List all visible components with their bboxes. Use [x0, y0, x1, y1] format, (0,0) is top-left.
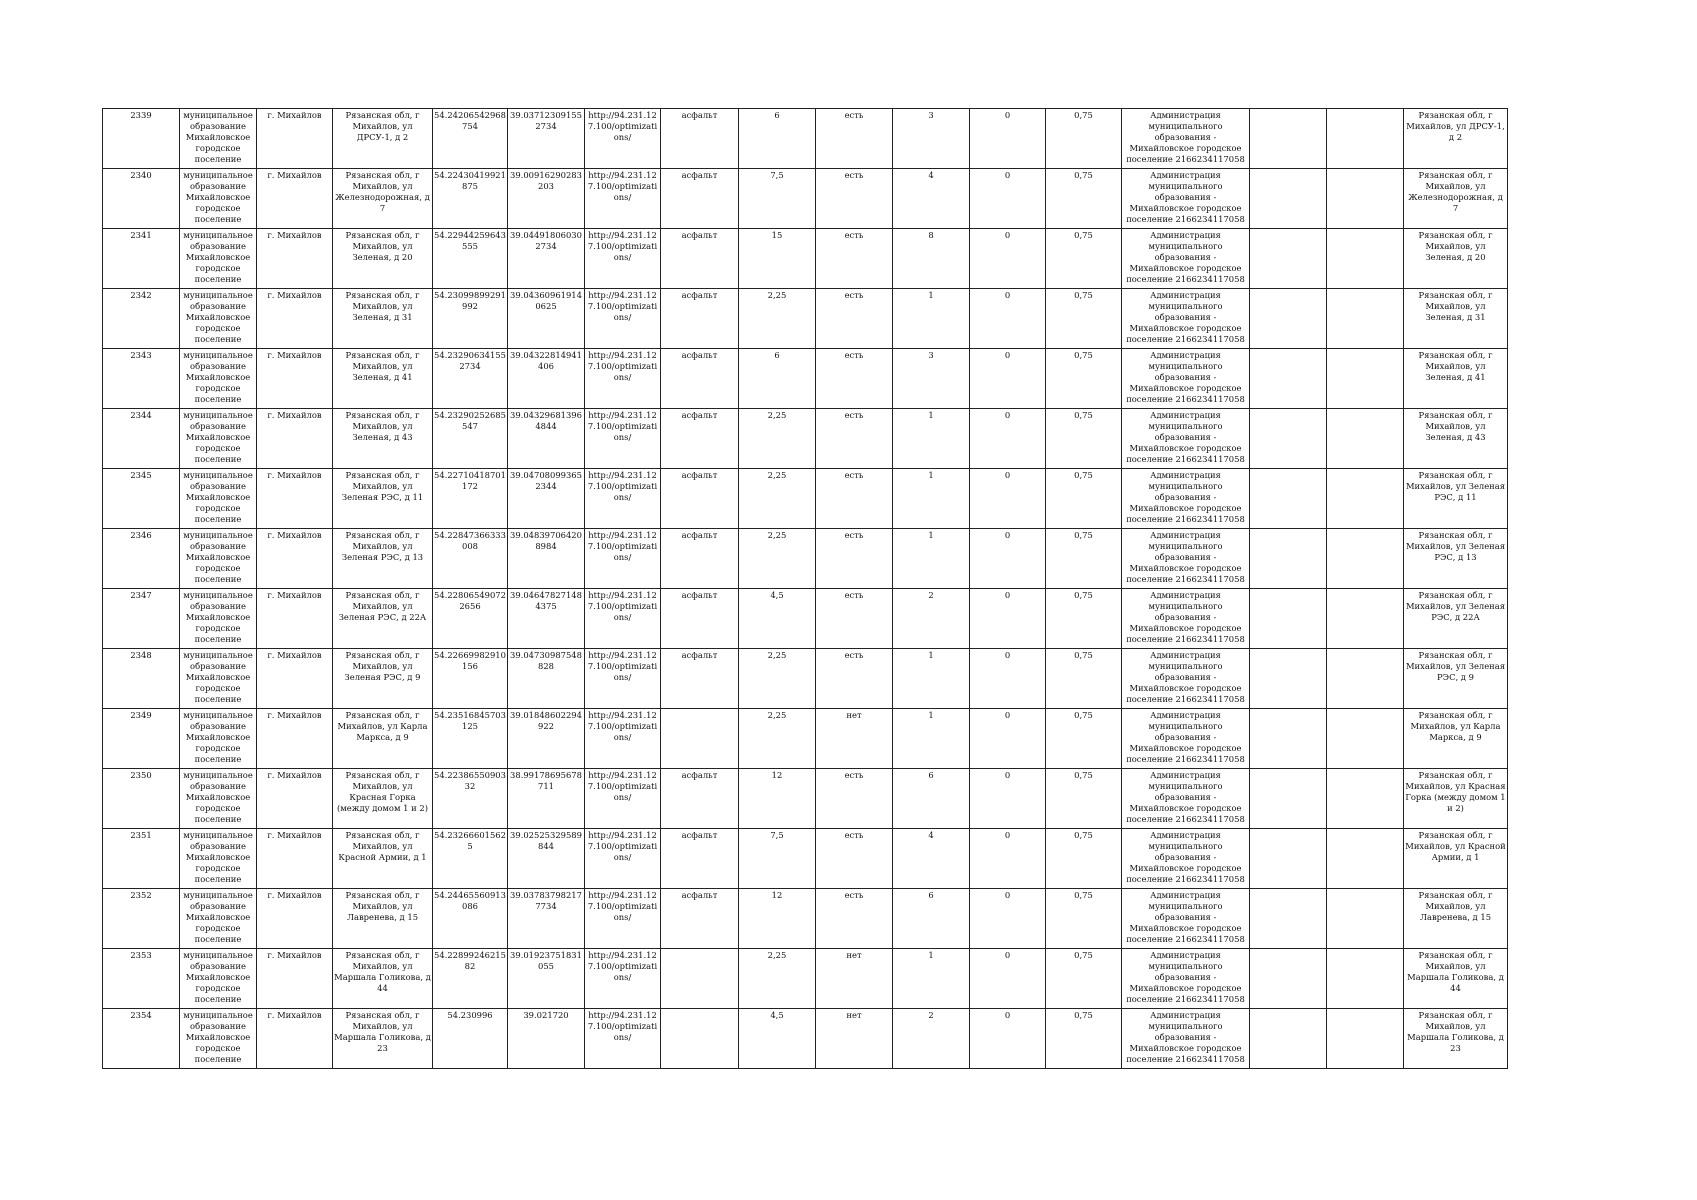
- municipality-cell: муниципальное образование Михайловское городское поселение: [180, 349, 257, 409]
- latitude-cell: 54.2289924621582: [433, 949, 508, 1009]
- containers-count-cell: 6: [893, 769, 970, 829]
- owner-cell: Администрация муниципального образования - Михайловское городское поселение 2166234117058: [1122, 829, 1250, 889]
- empty-cell: [1327, 349, 1404, 409]
- extra-count-cell: 0: [970, 289, 1046, 349]
- latitude-cell: 54.23290252685547: [433, 409, 508, 469]
- empty-cell: [1327, 469, 1404, 529]
- address-cell: Рязанская обл, г Михайлов, ул Лавренева, д 15: [333, 889, 433, 949]
- address-cell: Рязанская обл, г Михайлов, ул Карла Маркса, д 9: [333, 709, 433, 769]
- surface-cell: асфальт: [661, 109, 739, 169]
- address-repeat-cell: Рязанская обл, г Михайлов, ул Маршала Голикова, д 44: [1404, 949, 1508, 1009]
- row-number-cell: 2349: [103, 709, 180, 769]
- settlement-cell: г. Михайлов: [257, 169, 333, 229]
- empty-cell: [1327, 529, 1404, 589]
- row-number-cell: 2345: [103, 469, 180, 529]
- owner-cell: Администрация муниципального образования - Михайловское городское поселение 2166234117058: [1122, 469, 1250, 529]
- address-cell: Рязанская обл, г Михайлов, ул Зеленая, д 41: [333, 349, 433, 409]
- url-cell: http://94.231.127.100/optimizations/: [585, 1009, 661, 1069]
- settlement-cell: г. Михайлов: [257, 349, 333, 409]
- latitude-cell: 54.23099899291992: [433, 289, 508, 349]
- area-cell: 6: [739, 349, 816, 409]
- address-cell: Рязанская обл, г Михайлов, ул Зеленая РЭС, д 9: [333, 649, 433, 709]
- container-volume-cell: 0,75: [1046, 949, 1122, 1009]
- address-cell: Рязанская обл, г Михайлов, ул Зеленая РЭС, д 13: [333, 529, 433, 589]
- registry-table: [102, 108, 1508, 1069]
- empty-cell: [1250, 709, 1327, 769]
- longitude-cell: 38.99178695678711: [508, 769, 585, 829]
- address-repeat-cell: Рязанская обл, г Михайлов, ул Зеленая, д 20: [1404, 229, 1508, 289]
- longitude-cell: 39.048397064208984: [508, 529, 585, 589]
- latitude-cell: 54.2238655090332: [433, 769, 508, 829]
- surface-cell: асфальт: [661, 889, 739, 949]
- table-row: [103, 889, 1508, 949]
- empty-cell: [1250, 469, 1327, 529]
- area-cell: 15: [739, 229, 816, 289]
- extra-count-cell: 0: [970, 469, 1046, 529]
- fence-cell: есть: [816, 889, 893, 949]
- address-repeat-cell: Рязанская обл, г Михайлов, ул Зеленая, д 31: [1404, 289, 1508, 349]
- row-number-cell: 2351: [103, 829, 180, 889]
- municipality-cell: муниципальное образование Михайловское городское поселение: [180, 649, 257, 709]
- municipality-cell: муниципальное образование Михайловское городское поселение: [180, 529, 257, 589]
- owner-cell: Администрация муниципального образования - Михайловское городское поселение 2166234117058: [1122, 109, 1250, 169]
- address-cell: Рязанская обл, г Михайлов, ул Зеленая, д 43: [333, 409, 433, 469]
- municipality-cell: муниципальное образование Михайловское городское поселение: [180, 109, 257, 169]
- containers-count-cell: 1: [893, 529, 970, 589]
- url-cell: http://94.231.127.100/optimizations/: [585, 169, 661, 229]
- longitude-cell: 39.037123091552734: [508, 109, 585, 169]
- settlement-cell: г. Михайлов: [257, 589, 333, 649]
- owner-cell: Администрация муниципального образования - Михайловское городское поселение 2166234117058: [1122, 889, 1250, 949]
- owner-cell: Администрация муниципального образования - Михайловское городское поселение 2166234117058: [1122, 649, 1250, 709]
- extra-count-cell: 0: [970, 829, 1046, 889]
- table-row: [103, 229, 1508, 289]
- municipality-cell: муниципальное образование Михайловское городское поселение: [180, 589, 257, 649]
- row-number-cell: 2354: [103, 1009, 180, 1069]
- area-cell: 12: [739, 769, 816, 829]
- empty-cell: [1250, 829, 1327, 889]
- area-cell: 7,5: [739, 829, 816, 889]
- extra-count-cell: 0: [970, 949, 1046, 1009]
- registry-table-body: [103, 109, 1508, 1069]
- address-cell: Рязанская обл, г Михайлов, ул Зеленая РЭС, д 11: [333, 469, 433, 529]
- latitude-cell: 54.22847366333008: [433, 529, 508, 589]
- municipality-cell: муниципальное образование Михайловское городское поселение: [180, 469, 257, 529]
- url-cell: http://94.231.127.100/optimizations/: [585, 529, 661, 589]
- settlement-cell: г. Михайлов: [257, 109, 333, 169]
- empty-cell: [1327, 649, 1404, 709]
- containers-count-cell: 1: [893, 949, 970, 1009]
- containers-count-cell: 4: [893, 829, 970, 889]
- address-repeat-cell: Рязанская обл, г Михайлов, ул Зеленая РЭС, д 22А: [1404, 589, 1508, 649]
- container-volume-cell: 0,75: [1046, 289, 1122, 349]
- settlement-cell: г. Михайлов: [257, 289, 333, 349]
- address-repeat-cell: Рязанская обл, г Михайлов, ул Зеленая РЭС, д 13: [1404, 529, 1508, 589]
- row-number-cell: 2340: [103, 169, 180, 229]
- address-repeat-cell: Рязанская обл, г Михайлов, ул Зеленая РЭС, д 11: [1404, 469, 1508, 529]
- address-repeat-cell: Рязанская обл, г Михайлов, ул Карла Маркса, д 9: [1404, 709, 1508, 769]
- row-number-cell: 2343: [103, 349, 180, 409]
- owner-cell: Администрация муниципального образования - Михайловское городское поселение 2166234117058: [1122, 1009, 1250, 1069]
- fence-cell: есть: [816, 649, 893, 709]
- containers-count-cell: 1: [893, 469, 970, 529]
- latitude-cell: 54.230996: [433, 1009, 508, 1069]
- fence-cell: есть: [816, 409, 893, 469]
- address-repeat-cell: Рязанская обл, г Михайлов, ул Железнодорожная, д 7: [1404, 169, 1508, 229]
- row-number-cell: 2350: [103, 769, 180, 829]
- extra-count-cell: 0: [970, 649, 1046, 709]
- url-cell: http://94.231.127.100/optimizations/: [585, 109, 661, 169]
- longitude-cell: 39.043609619140625: [508, 289, 585, 349]
- address-repeat-cell: Рязанская обл, г Михайлов, ул Маршала Голикова, д 23: [1404, 1009, 1508, 1069]
- longitude-cell: 39.021720: [508, 1009, 585, 1069]
- containers-count-cell: 1: [893, 709, 970, 769]
- table-row: [103, 169, 1508, 229]
- latitude-cell: 54.22430419921875: [433, 169, 508, 229]
- latitude-cell: 54.24465560913086: [433, 889, 508, 949]
- row-number-cell: 2339: [103, 109, 180, 169]
- url-cell: http://94.231.127.100/optimizations/: [585, 769, 661, 829]
- table-row: [103, 529, 1508, 589]
- container-volume-cell: 0,75: [1046, 649, 1122, 709]
- surface-cell: [661, 709, 739, 769]
- address-cell: Рязанская обл, г Михайлов, ул Красная Горка (между домом 1 и 2): [333, 769, 433, 829]
- municipality-cell: муниципальное образование Михайловское городское поселение: [180, 769, 257, 829]
- address-repeat-cell: Рязанская обл, г Михайлов, ул Зеленая, д 41: [1404, 349, 1508, 409]
- extra-count-cell: 0: [970, 889, 1046, 949]
- surface-cell: [661, 949, 739, 1009]
- area-cell: 2,25: [739, 529, 816, 589]
- settlement-cell: г. Михайлов: [257, 1009, 333, 1069]
- settlement-cell: г. Михайлов: [257, 829, 333, 889]
- url-cell: http://94.231.127.100/optimizations/: [585, 949, 661, 1009]
- owner-cell: Администрация муниципального образования - Михайловское городское поселение 2166234117058: [1122, 229, 1250, 289]
- area-cell: 6: [739, 109, 816, 169]
- empty-cell: [1250, 589, 1327, 649]
- latitude-cell: 54.22710418701172: [433, 469, 508, 529]
- area-cell: 2,25: [739, 709, 816, 769]
- table-row: [103, 709, 1508, 769]
- url-cell: http://94.231.127.100/optimizations/: [585, 709, 661, 769]
- row-number-cell: 2352: [103, 889, 180, 949]
- owner-cell: Администрация муниципального образования - Михайловское городское поселение 2166234117058: [1122, 589, 1250, 649]
- containers-count-cell: 2: [893, 1009, 970, 1069]
- containers-count-cell: 1: [893, 649, 970, 709]
- container-volume-cell: 0,75: [1046, 349, 1122, 409]
- empty-cell: [1250, 169, 1327, 229]
- container-volume-cell: 0,75: [1046, 889, 1122, 949]
- extra-count-cell: 0: [970, 229, 1046, 289]
- area-cell: 2,25: [739, 469, 816, 529]
- container-volume-cell: 0,75: [1046, 529, 1122, 589]
- empty-cell: [1250, 769, 1327, 829]
- address-repeat-cell: Рязанская обл, г Михайлов, ул ДРСУ-1, д 2: [1404, 109, 1508, 169]
- fence-cell: нет: [816, 1009, 893, 1069]
- row-number-cell: 2353: [103, 949, 180, 1009]
- longitude-cell: 39.047080993652344: [508, 469, 585, 529]
- empty-cell: [1250, 289, 1327, 349]
- surface-cell: асфальт: [661, 589, 739, 649]
- settlement-cell: г. Михайлов: [257, 469, 333, 529]
- longitude-cell: 39.037837982177734: [508, 889, 585, 949]
- container-volume-cell: 0,75: [1046, 769, 1122, 829]
- url-cell: http://94.231.127.100/optimizations/: [585, 409, 661, 469]
- owner-cell: Администрация муниципального образования - Михайловское городское поселение 2166234117058: [1122, 169, 1250, 229]
- area-cell: 2,25: [739, 949, 816, 1009]
- empty-cell: [1327, 709, 1404, 769]
- address-repeat-cell: Рязанская обл, г Михайлов, ул Красной Армии, д 1: [1404, 829, 1508, 889]
- latitude-cell: 54.228065490722656: [433, 589, 508, 649]
- address-cell: Рязанская обл, г Михайлов, ул Железнодорожная, д 7: [333, 169, 433, 229]
- owner-cell: Администрация муниципального образования - Михайловское городское поселение 2166234117058: [1122, 709, 1250, 769]
- container-volume-cell: 0,75: [1046, 169, 1122, 229]
- empty-cell: [1250, 529, 1327, 589]
- longitude-cell: 39.04730987548828: [508, 649, 585, 709]
- longitude-cell: 39.01848602294922: [508, 709, 585, 769]
- address-repeat-cell: Рязанская обл, г Михайлов, ул Лавренева, д 15: [1404, 889, 1508, 949]
- table-row: [103, 289, 1508, 349]
- empty-cell: [1327, 289, 1404, 349]
- extra-count-cell: 0: [970, 769, 1046, 829]
- extra-count-cell: 0: [970, 589, 1046, 649]
- containers-count-cell: 2: [893, 589, 970, 649]
- surface-cell: [661, 1009, 739, 1069]
- area-cell: 12: [739, 889, 816, 949]
- empty-cell: [1327, 229, 1404, 289]
- table-row: [103, 109, 1508, 169]
- surface-cell: асфальт: [661, 289, 739, 349]
- owner-cell: Администрация муниципального образования - Михайловское городское поселение 2166234117058: [1122, 949, 1250, 1009]
- empty-cell: [1327, 409, 1404, 469]
- fence-cell: есть: [816, 109, 893, 169]
- area-cell: 2,25: [739, 649, 816, 709]
- container-volume-cell: 0,75: [1046, 229, 1122, 289]
- extra-count-cell: 0: [970, 1009, 1046, 1069]
- address-cell: Рязанская обл, г Михайлов, ул Маршала Голикова, д 44: [333, 949, 433, 1009]
- empty-cell: [1327, 589, 1404, 649]
- containers-count-cell: 4: [893, 169, 970, 229]
- empty-cell: [1250, 409, 1327, 469]
- empty-cell: [1327, 949, 1404, 1009]
- container-volume-cell: 0,75: [1046, 109, 1122, 169]
- extra-count-cell: 0: [970, 169, 1046, 229]
- owner-cell: Администрация муниципального образования - Михайловское городское поселение 2166234117058: [1122, 769, 1250, 829]
- surface-cell: асфальт: [661, 469, 739, 529]
- fence-cell: есть: [816, 829, 893, 889]
- longitude-cell: 39.00916290283203: [508, 169, 585, 229]
- owner-cell: Администрация муниципального образования - Михайловское городское поселение 2166234117058: [1122, 349, 1250, 409]
- fence-cell: есть: [816, 229, 893, 289]
- containers-count-cell: 8: [893, 229, 970, 289]
- fence-cell: нет: [816, 949, 893, 1009]
- row-number-cell: 2344: [103, 409, 180, 469]
- settlement-cell: г. Михайлов: [257, 529, 333, 589]
- url-cell: http://94.231.127.100/optimizations/: [585, 649, 661, 709]
- empty-cell: [1327, 109, 1404, 169]
- empty-cell: [1250, 649, 1327, 709]
- municipality-cell: муниципальное образование Михайловское городское поселение: [180, 1009, 257, 1069]
- table-row: [103, 769, 1508, 829]
- longitude-cell: 39.04322814941406: [508, 349, 585, 409]
- row-number-cell: 2348: [103, 649, 180, 709]
- empty-cell: [1327, 829, 1404, 889]
- address-repeat-cell: Рязанская обл, г Михайлов, ул Красная Горка (между домом 1 и 2): [1404, 769, 1508, 829]
- settlement-cell: г. Михайлов: [257, 229, 333, 289]
- containers-count-cell: 3: [893, 109, 970, 169]
- area-cell: 2,25: [739, 409, 816, 469]
- settlement-cell: г. Михайлов: [257, 769, 333, 829]
- latitude-cell: 54.22944259643555: [433, 229, 508, 289]
- table-row: [103, 1009, 1508, 1069]
- area-cell: 4,5: [739, 1009, 816, 1069]
- municipality-cell: муниципальное образование Михайловское городское поселение: [180, 949, 257, 1009]
- owner-cell: Администрация муниципального образования - Михайловское городское поселение 2166234117058: [1122, 529, 1250, 589]
- url-cell: http://94.231.127.100/optimizations/: [585, 829, 661, 889]
- municipality-cell: муниципальное образование Михайловское городское поселение: [180, 709, 257, 769]
- containers-count-cell: 1: [893, 289, 970, 349]
- surface-cell: асфальт: [661, 529, 739, 589]
- address-cell: Рязанская обл, г Михайлов, ул Зеленая РЭС, д 22А: [333, 589, 433, 649]
- row-number-cell: 2347: [103, 589, 180, 649]
- row-number-cell: 2341: [103, 229, 180, 289]
- empty-cell: [1327, 769, 1404, 829]
- area-cell: 4,5: [739, 589, 816, 649]
- address-repeat-cell: Рязанская обл, г Михайлов, ул Зеленая, д 43: [1404, 409, 1508, 469]
- table-row: [103, 409, 1508, 469]
- empty-cell: [1250, 889, 1327, 949]
- fence-cell: есть: [816, 349, 893, 409]
- extra-count-cell: 0: [970, 529, 1046, 589]
- latitude-cell: 54.232906341552734: [433, 349, 508, 409]
- extra-count-cell: 0: [970, 109, 1046, 169]
- empty-cell: [1327, 1009, 1404, 1069]
- url-cell: http://94.231.127.100/optimizations/: [585, 889, 661, 949]
- address-cell: Рязанская обл, г Михайлов, ул Красной Армии, д 1: [333, 829, 433, 889]
- row-number-cell: 2342: [103, 289, 180, 349]
- owner-cell: Администрация муниципального образования - Михайловское городское поселение 2166234117058: [1122, 289, 1250, 349]
- surface-cell: асфальт: [661, 349, 739, 409]
- settlement-cell: г. Михайлов: [257, 709, 333, 769]
- municipality-cell: муниципальное образование Михайловское городское поселение: [180, 829, 257, 889]
- settlement-cell: г. Михайлов: [257, 649, 333, 709]
- table-row: [103, 949, 1508, 1009]
- empty-cell: [1327, 889, 1404, 949]
- fence-cell: есть: [816, 169, 893, 229]
- latitude-cell: 54.24206542968754: [433, 109, 508, 169]
- fence-cell: нет: [816, 709, 893, 769]
- settlement-cell: г. Михайлов: [257, 889, 333, 949]
- extra-count-cell: 0: [970, 709, 1046, 769]
- row-number-cell: 2346: [103, 529, 180, 589]
- table-row: [103, 469, 1508, 529]
- extra-count-cell: 0: [970, 409, 1046, 469]
- empty-cell: [1250, 229, 1327, 289]
- municipality-cell: муниципальное образование Михайловское городское поселение: [180, 889, 257, 949]
- empty-cell: [1250, 949, 1327, 1009]
- longitude-cell: 39.01923751831055: [508, 949, 585, 1009]
- area-cell: 2,25: [739, 289, 816, 349]
- municipality-cell: муниципальное образование Михайловское городское поселение: [180, 229, 257, 289]
- longitude-cell: 39.043296813964844: [508, 409, 585, 469]
- container-volume-cell: 0,75: [1046, 1009, 1122, 1069]
- latitude-cell: 54.23516845703125: [433, 709, 508, 769]
- url-cell: http://94.231.127.100/optimizations/: [585, 589, 661, 649]
- fence-cell: есть: [816, 289, 893, 349]
- address-repeat-cell: Рязанская обл, г Михайлов, ул Зеленая РЭС, д 9: [1404, 649, 1508, 709]
- containers-count-cell: 3: [893, 349, 970, 409]
- fence-cell: есть: [816, 589, 893, 649]
- surface-cell: асфальт: [661, 829, 739, 889]
- surface-cell: асфальт: [661, 769, 739, 829]
- url-cell: http://94.231.127.100/optimizations/: [585, 469, 661, 529]
- container-volume-cell: 0,75: [1046, 709, 1122, 769]
- surface-cell: асфальт: [661, 649, 739, 709]
- address-cell: Рязанская обл, г Михайлов, ул ДРСУ-1, д 2: [333, 109, 433, 169]
- table-row: [103, 649, 1508, 709]
- extra-count-cell: 0: [970, 349, 1046, 409]
- empty-cell: [1250, 109, 1327, 169]
- container-volume-cell: 0,75: [1046, 589, 1122, 649]
- surface-cell: асфальт: [661, 169, 739, 229]
- fence-cell: есть: [816, 769, 893, 829]
- latitude-cell: 54.22669982910156: [433, 649, 508, 709]
- latitude-cell: 54.232666015625: [433, 829, 508, 889]
- address-cell: Рязанская обл, г Михайлов, ул Маршала Голикова, д 23: [333, 1009, 433, 1069]
- municipality-cell: муниципальное образование Михайловское городское поселение: [180, 169, 257, 229]
- address-cell: Рязанская обл, г Михайлов, ул Зеленая, д 20: [333, 229, 433, 289]
- settlement-cell: г. Михайлов: [257, 949, 333, 1009]
- url-cell: http://94.231.127.100/optimizations/: [585, 289, 661, 349]
- fence-cell: есть: [816, 469, 893, 529]
- containers-count-cell: 1: [893, 409, 970, 469]
- longitude-cell: 39.044918060302734: [508, 229, 585, 289]
- url-cell: http://94.231.127.100/optimizations/: [585, 349, 661, 409]
- owner-cell: Администрация муниципального образования - Михайловское городское поселение 2166234117058: [1122, 409, 1250, 469]
- table-row: [103, 349, 1508, 409]
- url-cell: http://94.231.127.100/optimizations/: [585, 229, 661, 289]
- municipality-cell: муниципальное образование Михайловское городское поселение: [180, 409, 257, 469]
- containers-count-cell: 6: [893, 889, 970, 949]
- municipality-cell: муниципальное образование Михайловское городское поселение: [180, 289, 257, 349]
- container-volume-cell: 0,75: [1046, 409, 1122, 469]
- longitude-cell: 39.046478271484375: [508, 589, 585, 649]
- longitude-cell: 39.02525329589844: [508, 829, 585, 889]
- empty-cell: [1327, 169, 1404, 229]
- settlement-cell: г. Михайлов: [257, 409, 333, 469]
- container-volume-cell: 0,75: [1046, 469, 1122, 529]
- container-volume-cell: 0,75: [1046, 829, 1122, 889]
- area-cell: 7,5: [739, 169, 816, 229]
- empty-cell: [1250, 1009, 1327, 1069]
- surface-cell: асфальт: [661, 229, 739, 289]
- surface-cell: асфальт: [661, 409, 739, 469]
- address-cell: Рязанская обл, г Михайлов, ул Зеленая, д 31: [333, 289, 433, 349]
- fence-cell: есть: [816, 529, 893, 589]
- empty-cell: [1250, 349, 1327, 409]
- table-row: [103, 589, 1508, 649]
- table-row: [103, 829, 1508, 889]
